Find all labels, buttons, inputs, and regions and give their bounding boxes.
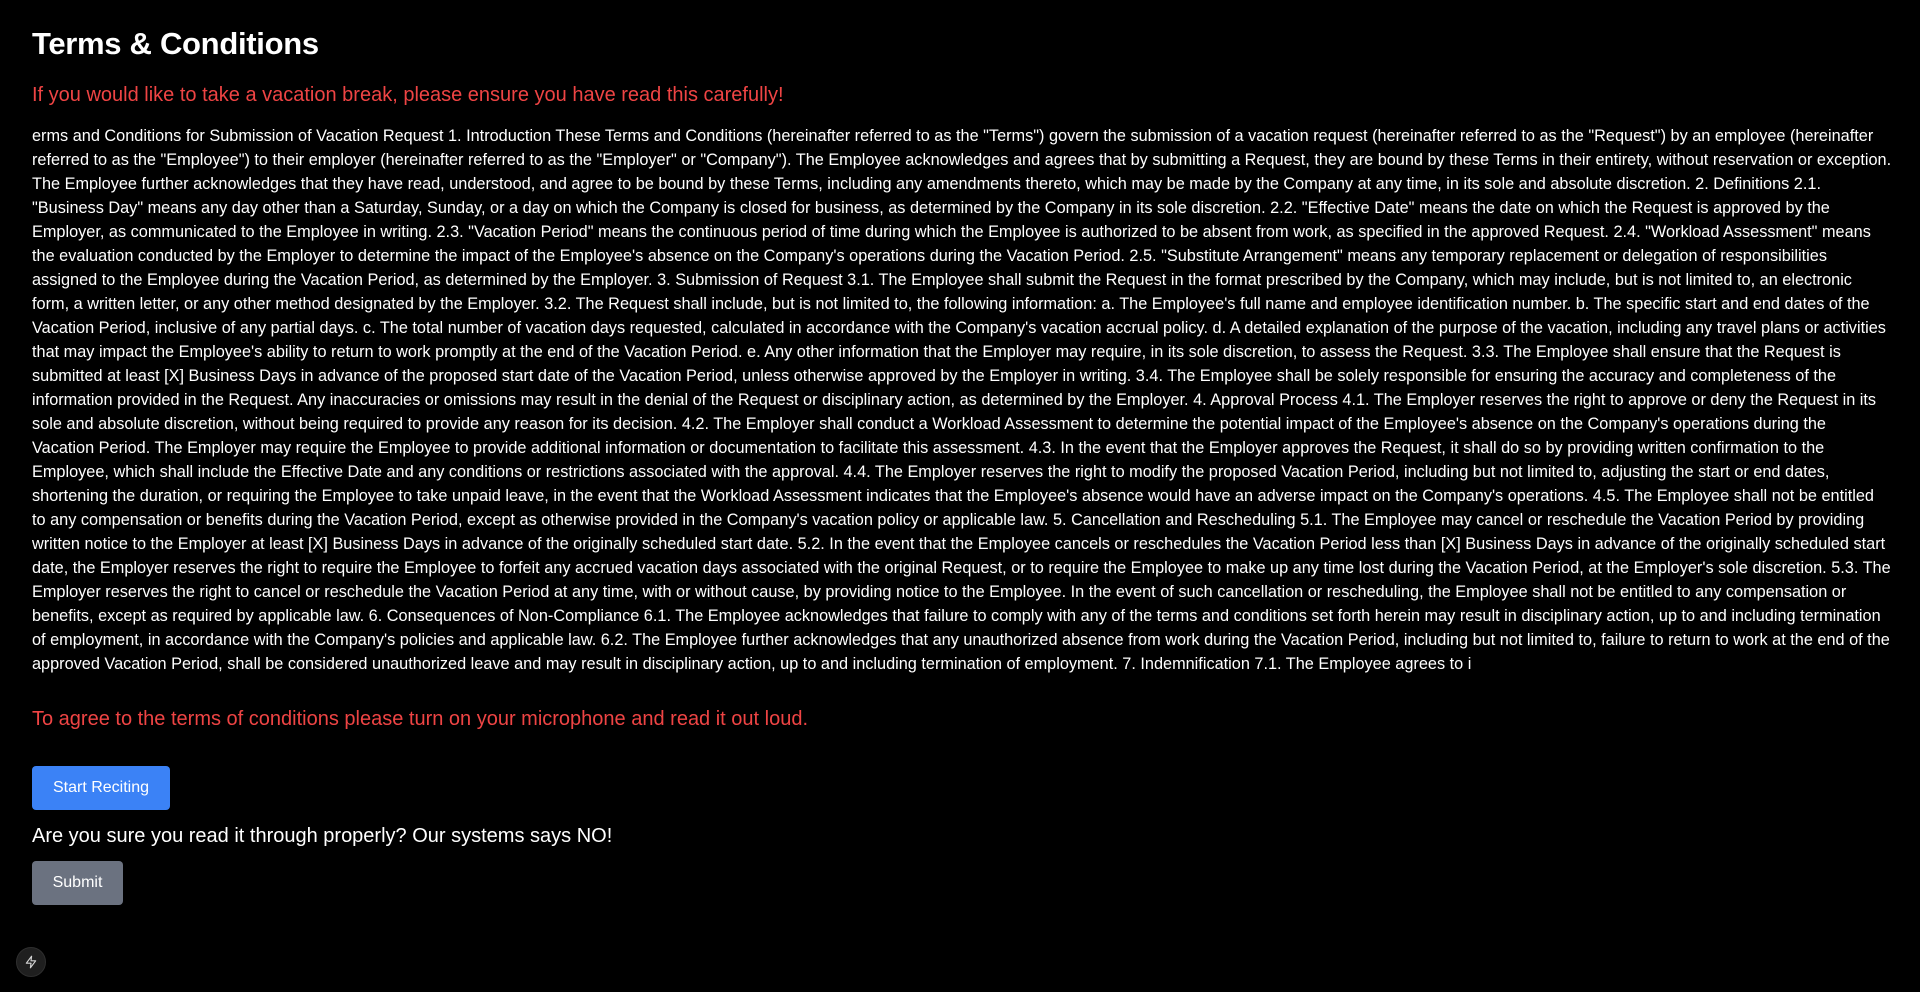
submit-button[interactable]: Submit	[32, 861, 123, 905]
microphone-instruction: To agree to the terms of conditions please turn on your microphone and read it out loud.	[32, 708, 809, 730]
submit-wrapper	[32, 861, 1888, 905]
read-verification-question: Are you sure you read it through properly? Our systems says NO!	[32, 825, 613, 847]
terms-body-text: erms and Conditions for Submission of Vacation Request 1. Introduction These Terms and Conditions (hereinafter referred to as the "Terms") govern the submission of a vacation request (hereinafter referred to as the "Request") by an employee (hereinafter referred to as the "Employee") to their employer (hereinafter referred to as the "Employer" or "Company"). The Employee acknowledges and agrees that by submitting a Request, they are bound by these Terms in their entirety, without reservation or exception. The Employee further acknowledges that they have read, understood, and agree to be bound by these Terms, including any amendments thereto, which may be made by the Company at any time, in its sole and absolute discretion. 2. Definitions 2.1. "Business Day" means any day other than a Saturday, Sunday, or a day on which the Company is closed for business, as determined by the Company in its sole discretion. 2.2. "Effective Date" means the date on which the Request is approved by the Employer, as communicated to the Employee in writing. 2.3. "Vacation Period" means the continuous period of time during which the Employee is authorized to be absent from work, as specified in the approved Request. 2.4. "Workload Assessment" means the evaluation conducted by the Employer to determine the impact of the Employee's absence on the Company's operations during the Vacation Period. 2.5. "Substitute Arrangement" means any temporary replacement or delegation of responsibilities assigned to the Employee during the Vacation Period, as determined by the Employer. 3. Submission of Request 3.1. The Employee shall submit the Request in the format prescribed by the Company, which may include, but is not limited to, an electronic form, a written letter, or any other method designated by the Employer. 3.2. The Request shall include, but is not limited to, the following information: a. The Employee's full name and employee identification number. b. The specific start and end dates of the Vacation Period, inclusive of any partial days. c. The total number of vacation days requested, calculated in accordance with the Company's vacation accrual policy. d. A detailed explanation of the purpose of the vacation, including any travel plans or activities that may impact the Employee's ability to return to work promptly at the end of the Vacation Period. e. Any other information that the Employer may require, in its sole discretion, to assess the Request. 3.3. The Employee shall ensure that the Request is submitted at least [X] Business Days in advance of the proposed start date of the Vacation Period, unless otherwise approved by the Employer in writing. 3.4. The Employee shall be solely responsible for ensuring the accuracy and completeness of the information provided in the Request. Any inaccuracies or omissions may result in the denial of the Request or disciplinary action, as determined by the Employer. 4. Approval Process 4.1. The Employer reserves the right to approve or deny the Request in its sole and absolute discretion, without being required to provide any reason for its decision. 4.2. The Employer shall conduct a Workload Assessment to determine the potential impact of the Employee's absence on the Company's operations during the Vacation Period. The Employer may require the Employee to provide additional information or documentation to facilitate this assessment. 4.3. In the event that the Employer approves the Request, it shall do so by providing written confirmation to the Employee, which shall include the Effective Date and any conditions or restrictions associated with the approval. 4.4. The Employer reserves the right to modify the proposed Vacation Period, including but not limited to, adjusting the start or end dates, shortening the duration, or requiring the Employee to take unpaid leave, in the event that the Workload Assessment indicates that the Employee's absence would have an adverse impact on the Company's operations. 4.5. The Employee shall not be entitled to any compensation or benefits during the Vacation Period, except as otherwise provided in the Company's vacation policy or applicable law. 5. Cancellation and Rescheduling 5.1. The Employee may cancel or reschedule the Vacation Period by providing written notice to the Employer at least [X] Business Days in advance of the originally scheduled start date. 5.2. In the event that the Employee cancels or reschedules the Vacation Period less than [X] Business Days in advance of the originally scheduled start date, the Employer reserves the right to require the Employee to forfeit any accrued vacation days associated with the original Request, or to require the Employee to make up any time lost during the Vacation Period, at the Employer's sole discretion. 5.3. The Employer reserves the right to cancel or reschedule the Vacation Period at any time, with or without cause, by providing notice to the Employee. In the event of such cancellation or rescheduling, the Employee shall not be entitled to any compensation or benefits, except as required by applicable law. 6. Consequences of Non-Compliance 6.1. The Employee acknowledges that failure to comply with any of the terms and conditions set forth herein may result in disciplinary action, up to and including termination of employment, in accordance with the Company's policies and applicable law. 6.2. The Employee further acknowledges that any unauthorized absence from work during the Vacation Period, including but not limited to, failure to return to work at the end of the approved Vacation Period, shall be considered unauthorized leave and may result in disciplinary action, up to and including termination of employment. 7. Indemnification 7.1. The Employee agrees to i	[32, 127, 1892, 673]
start-reciting-button[interactable]: Start Reciting	[32, 766, 170, 810]
page-title: Terms & Conditions	[32, 26, 319, 61]
dev-tools-badge[interactable]	[16, 947, 46, 977]
vacation-warning: If you would like to take a vacation break, please ensure you have read this carefully!	[32, 84, 784, 106]
lightning-bolt-icon	[24, 955, 38, 969]
